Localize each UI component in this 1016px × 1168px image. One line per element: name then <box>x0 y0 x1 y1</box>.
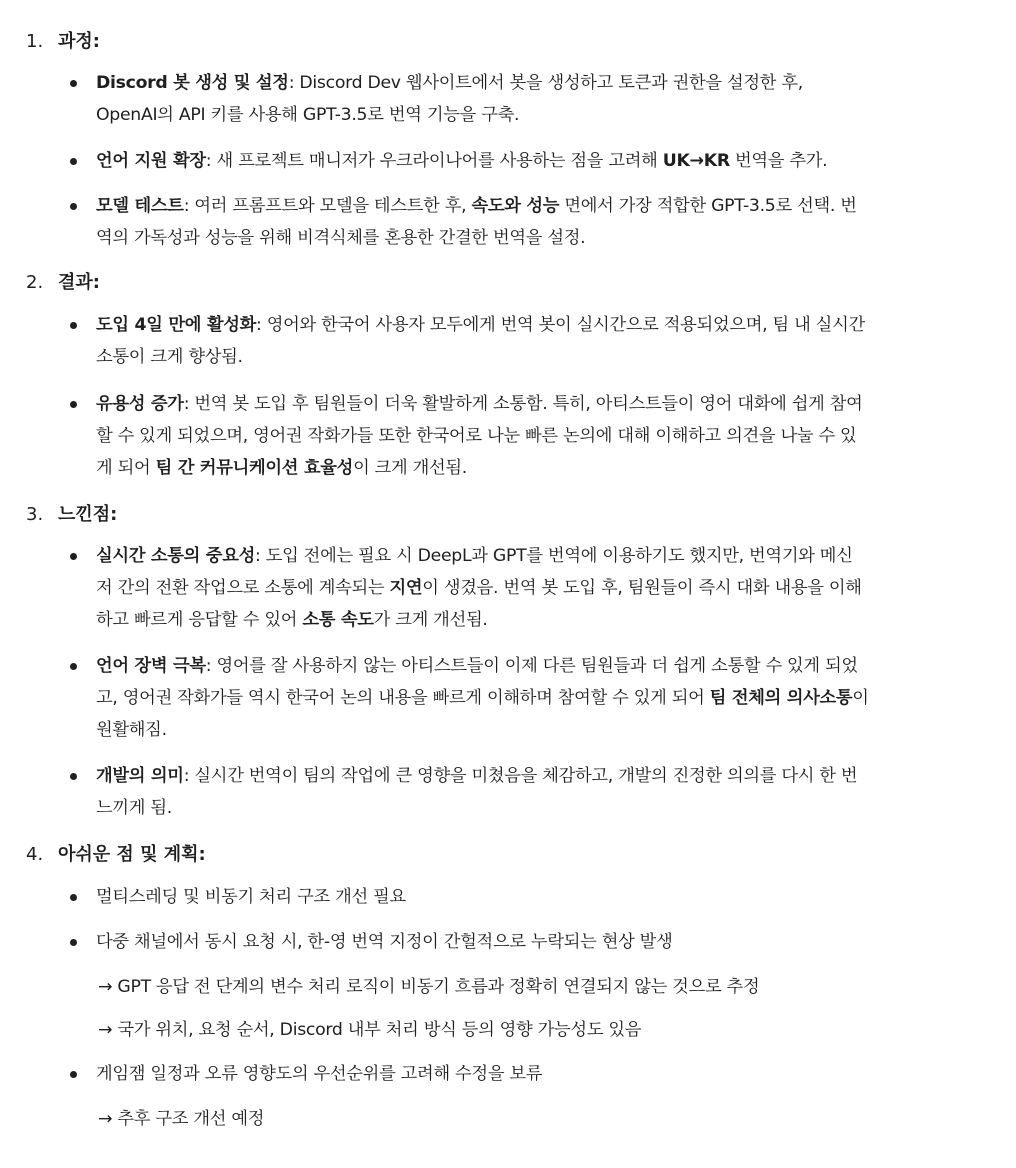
bold-text: 실시간 소통의 중요성 <box>96 546 255 566</box>
section-1-heading <box>26 31 100 53</box>
text-line <box>96 926 991 958</box>
text-line <box>96 760 991 792</box>
bold-text: 팀 전체의 의사소통 <box>709 688 853 708</box>
bold-text: 언어 장벽 극복 <box>96 656 206 676</box>
text-line <box>96 540 991 572</box>
section-title: 아쉬운 점 및 계획: <box>58 844 206 865</box>
bold-text: 속도와 성능 <box>471 196 560 216</box>
text-line <box>96 145 991 177</box>
bullet-icon <box>70 80 77 87</box>
text-run: : 새 프로젝트 매니저가 우크라이나어를 사용하는 점을 고려해 <box>205 151 663 171</box>
list-item <box>96 881 991 913</box>
text-line <box>96 452 991 484</box>
text-line <box>96 309 991 341</box>
text-run: 멀티스레딩 및 비동기 처리 구조 개선 필요 <box>96 887 406 907</box>
bold-text: 팀 간 커뮤니케이션 효율성 <box>155 458 354 478</box>
section-title: 결과: <box>58 272 100 293</box>
text-run: 고, 영어권 작화가들 역시 한국어 논의 내용을 빠르게 이해하며 참여할 수 있게 되어 <box>96 688 710 708</box>
list-item <box>96 67 991 131</box>
bullet-icon <box>70 1071 77 1078</box>
text-line <box>96 388 991 420</box>
bullet-icon <box>70 203 77 210</box>
bold-text: 모델 테스트 <box>96 196 184 216</box>
list-item <box>96 650 991 746</box>
bullet-icon <box>70 158 77 165</box>
text-line <box>96 572 991 604</box>
bold-text: 언어 지원 확장 <box>96 151 206 171</box>
bullet-icon <box>70 553 77 560</box>
list-item <box>96 145 991 177</box>
bullet-icon <box>70 322 77 329</box>
text-run: 소통이 크게 향상됨. <box>96 347 243 367</box>
list-item <box>96 309 991 373</box>
text-line <box>96 714 991 746</box>
text-run: 이 크게 개선됨. <box>353 458 468 478</box>
text-line <box>96 341 991 373</box>
list-item <box>96 760 991 824</box>
list-item <box>96 388 991 484</box>
text-line <box>96 222 991 254</box>
bold-text: 개발의 의미 <box>96 766 184 786</box>
text-line <box>96 881 991 913</box>
sub-note: → 국가 위치, 요청 순서, Discord 내부 처리 방식 등의 영향 가능성도 있음 <box>98 1020 642 1040</box>
text-run: : 실시간 번역이 팀의 작업에 큰 영향을 미쳤음을 체감하고, 개발의 진정한 의의를 다시 한 번 <box>183 766 858 786</box>
sub-note: → GPT 응답 전 단계의 변수 처리 로직이 비동기 흐름과 정확히 연결되지 않는 것으로 추정 <box>98 977 760 997</box>
text-run: : 영어와 한국어 사용자 모두에게 번역 봇이 실시간으로 적용되었으며, 팀 내 실시간 <box>256 315 865 335</box>
text-run: : 번역 봇 도입 후 팀원들이 더욱 활발하게 소통함. 특히, 아티스트들이 영어 대화에 쉽게 참여 <box>183 394 863 414</box>
text-run: 번역을 추가. <box>729 151 828 171</box>
section-3-heading <box>26 504 117 526</box>
text-line <box>96 67 991 99</box>
text-run: 역의 가독성과 성능을 위해 비격식체를 혼용한 간결한 번역을 설정. <box>96 228 586 248</box>
text-run: : Discord Dev 웹사이트에서 봇을 생성하고 토큰과 권한을 설정한 후, <box>288 73 803 93</box>
text-run: 다중 채널에서 동시 요청 시, 한-영 번역 지정이 간헐적으로 누락되는 현상 발생 <box>96 932 673 952</box>
bold-text: 도입 4일 만에 활성화 <box>96 315 257 335</box>
bold-text: UK→KR <box>662 151 730 171</box>
section-2-heading <box>26 272 100 294</box>
text-line <box>96 682 991 714</box>
text-run: 가 크게 개선됨. <box>373 610 488 630</box>
bullet-icon <box>70 401 77 408</box>
text-run: 이 생겼음. 번역 봇 도입 후, 팀원들이 즉시 대화 내용을 이해 <box>422 578 862 598</box>
text-run: 면에서 가장 적합한 GPT-3.5로 선택. 번 <box>559 196 857 216</box>
bold-text: 유용성 증가 <box>96 394 184 414</box>
text-run: 할 수 있게 되었으며, 영어권 작화가들 또한 한국어로 나눈 빠른 논의에 대해 이해하고 의견을 나눌 수 있 <box>96 426 857 446</box>
bullet-icon <box>70 939 77 946</box>
text-run: : 도입 전에는 필요 시 DeepL과 GPT를 번역에 이용하기도 했지만, 번역기와 메신 <box>254 546 853 566</box>
text-line <box>96 1058 991 1090</box>
section-number: 3. <box>26 504 44 525</box>
section-number: 4. <box>26 844 44 865</box>
text-run: 하고 빠르게 응답할 수 있어 <box>96 610 303 630</box>
list-item <box>96 190 991 254</box>
text-run: : 여러 프롬프트와 모델을 테스트한 후, <box>183 196 472 216</box>
list-item <box>96 926 991 958</box>
text-run: OpenAI의 API 키를 사용해 GPT-3.5로 번역 기능을 구축. <box>96 105 520 125</box>
bold-text: 소통 속도 <box>302 610 374 630</box>
section-number: 1. <box>26 31 44 52</box>
text-line <box>96 99 991 131</box>
text-run: 느끼게 됨. <box>96 798 172 818</box>
bullet-icon <box>70 894 77 901</box>
list-item <box>96 540 991 636</box>
section-title: 과정: <box>58 31 100 52</box>
section-number: 2. <box>26 272 44 293</box>
text-line <box>96 650 991 682</box>
bold-text: 지연 <box>389 578 423 598</box>
text-run: 원활해짐. <box>96 720 167 740</box>
section-title: 느낀점: <box>58 504 118 525</box>
bold-text: Discord 봇 생성 및 설정 <box>96 73 289 93</box>
text-line <box>96 420 991 452</box>
text-run: 게임잼 일정과 오류 영향도의 우선순위를 고려해 수정을 보류 <box>96 1064 543 1084</box>
text-run: 게 되어 <box>96 458 156 478</box>
text-line <box>96 190 991 222</box>
sub-note: → 추후 구조 개선 예정 <box>98 1109 265 1129</box>
bullet-icon <box>70 663 77 670</box>
text-run: 이 <box>852 688 869 708</box>
text-line <box>96 792 991 824</box>
section-4-heading <box>26 844 206 866</box>
text-line <box>96 604 991 636</box>
bullet-icon <box>70 773 77 780</box>
text-run: 저 간의 전환 작업으로 소통에 계속되는 <box>96 578 390 598</box>
text-run: : 영어를 잘 사용하지 않는 아티스트들이 이제 다른 팀원들과 더 쉽게 소통할 수 있게 되었 <box>205 656 858 676</box>
list-item <box>96 1058 991 1090</box>
